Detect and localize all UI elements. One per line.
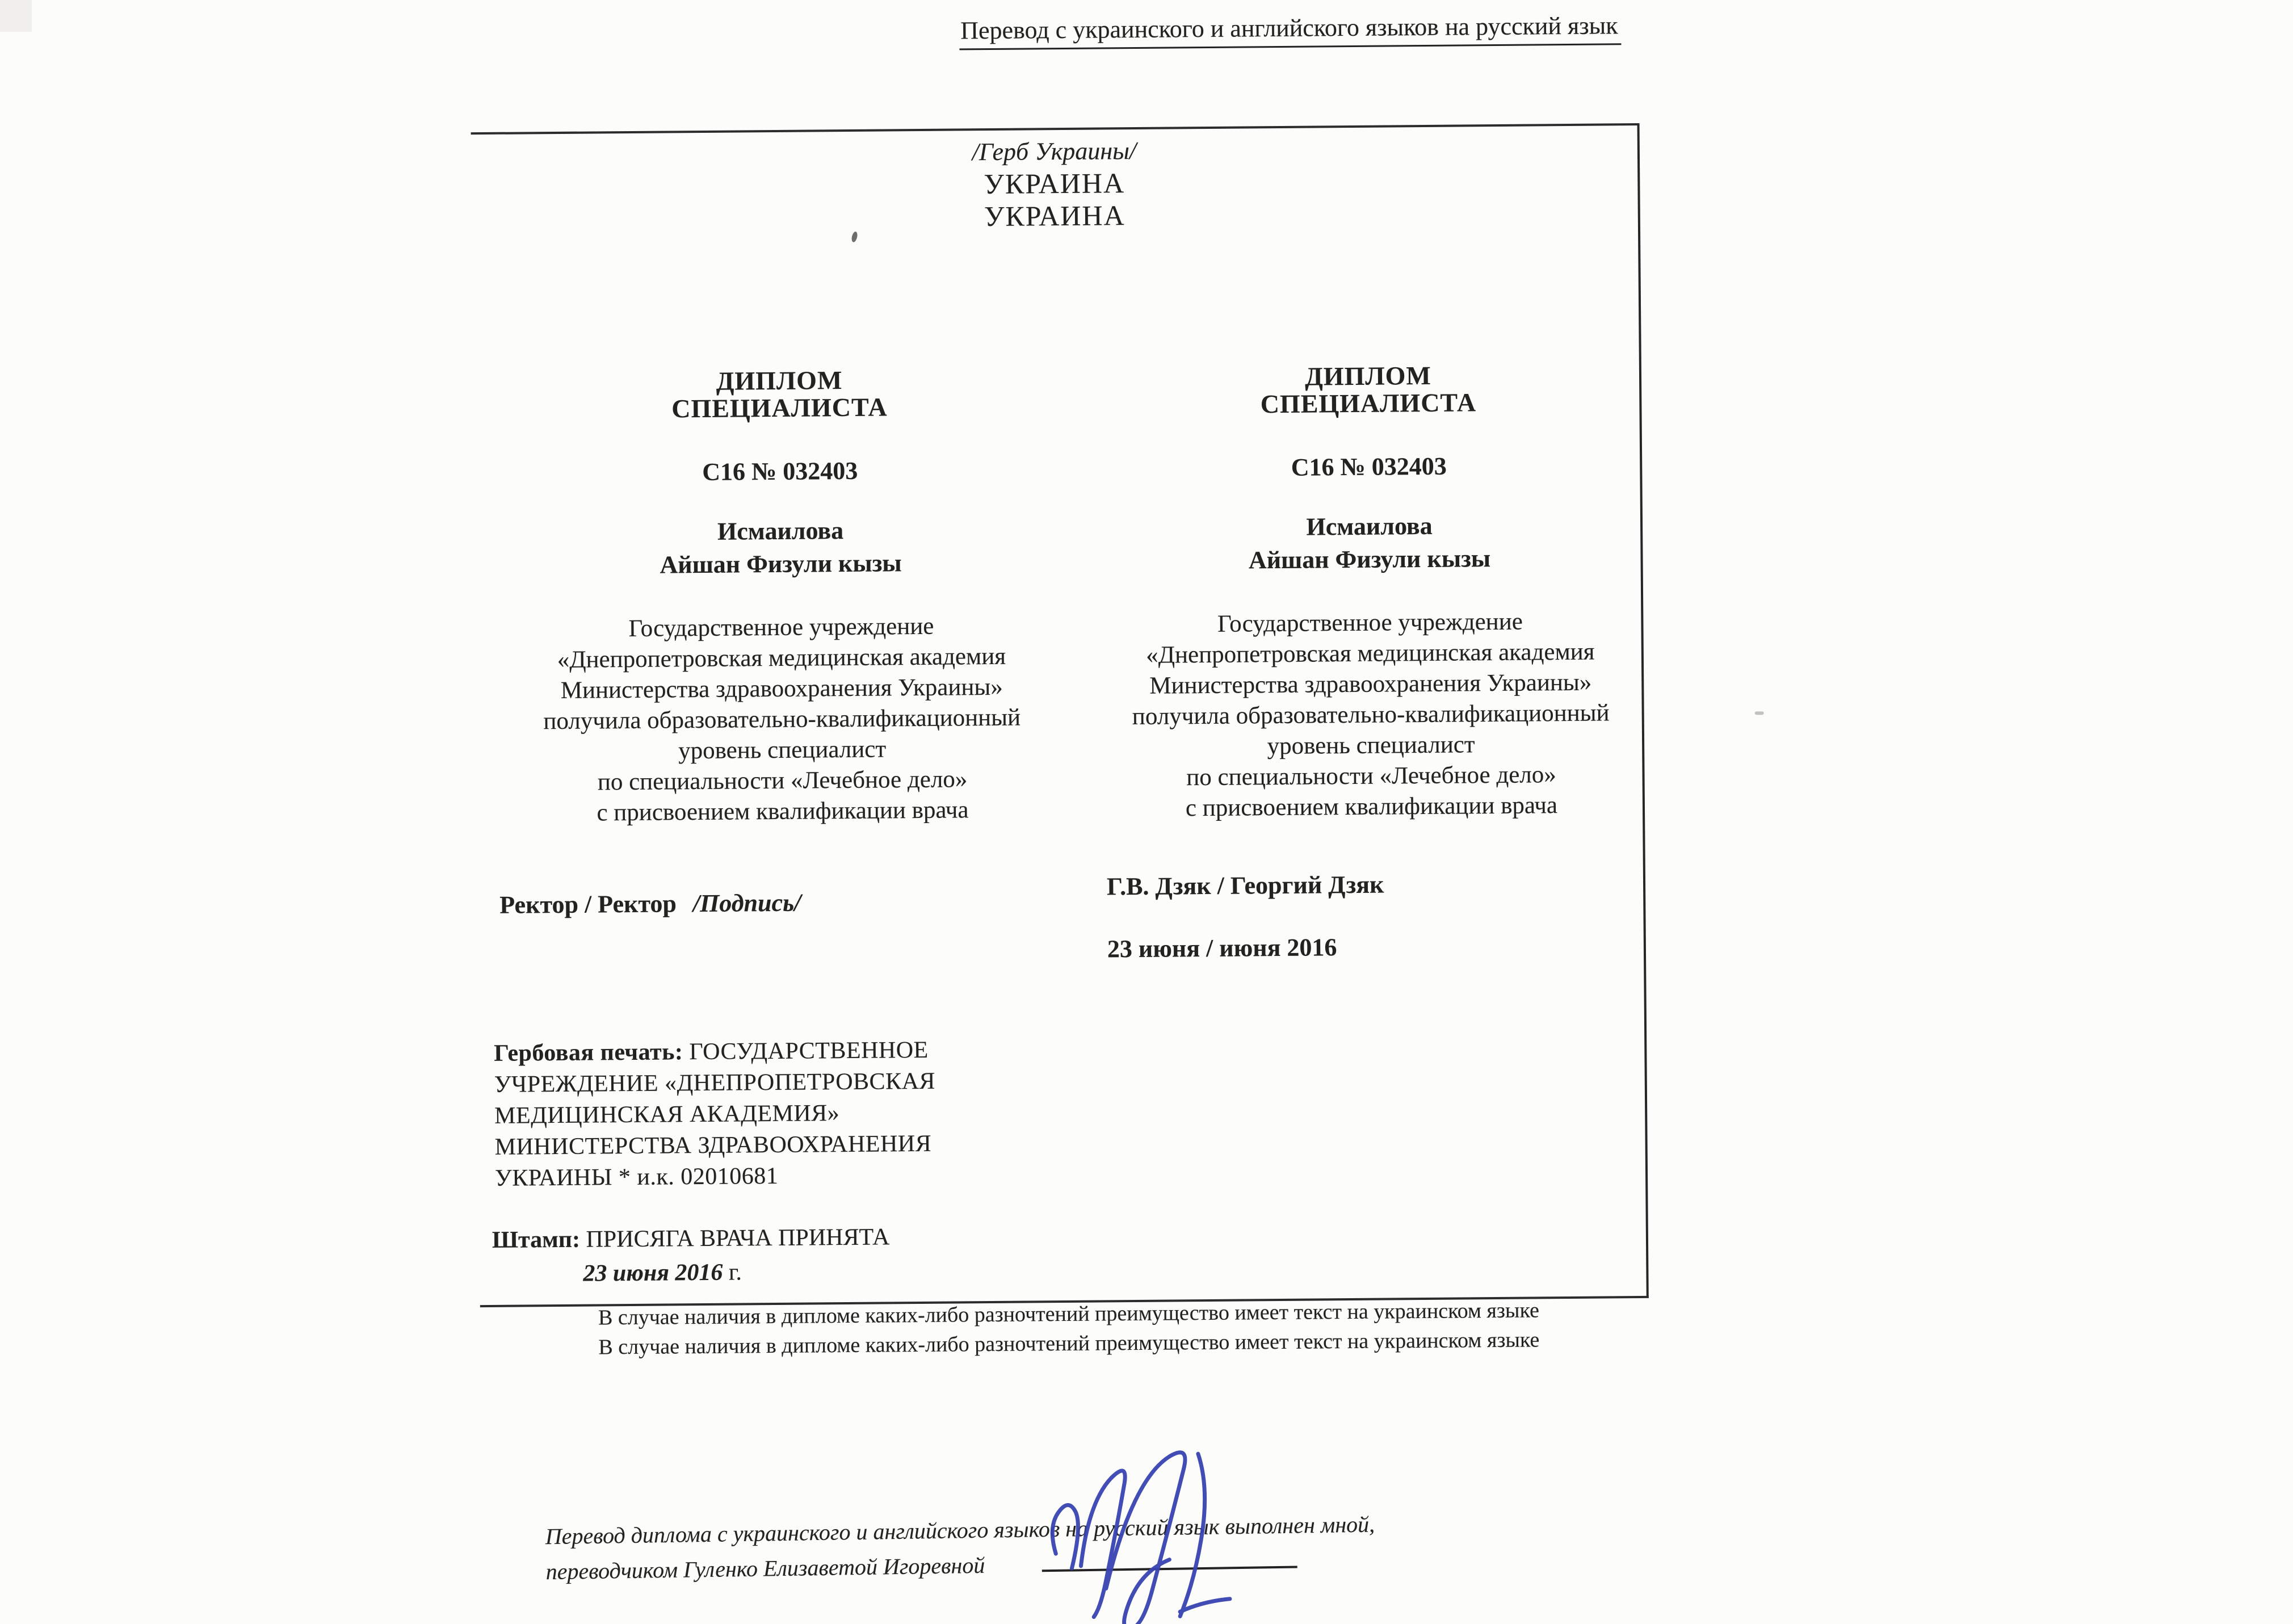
body-line: Государственное учреждение xyxy=(1217,608,1523,637)
diploma-title-line: ДИПЛОМ xyxy=(1304,360,1432,391)
emblem-note: /Герб Украины/ xyxy=(972,136,1137,166)
graduate-name xyxy=(1104,508,1635,578)
body-line: с присвоением квалификации врача xyxy=(1185,792,1558,822)
rector-label: Ректор / Ректор xyxy=(499,889,677,919)
body-line: получила образовательно-квалификационный xyxy=(1132,699,1610,731)
stamp-date-line xyxy=(492,1252,1105,1291)
stamp-label: Штамп: xyxy=(492,1226,581,1253)
diploma-title xyxy=(1103,360,1634,419)
diploma-title-line: СПЕЦИАЛИСТА xyxy=(671,392,888,423)
diploma-body-text xyxy=(497,610,1066,829)
diploma-title-line: СПЕЦИАЛИСТА xyxy=(1260,388,1477,419)
discrepancy-note-line: В случае наличия в дипломе каких-либо разночтений преимущество имеет текст на украинском языке xyxy=(598,1298,1540,1330)
body-line: с присвоением квалификации врача xyxy=(597,796,969,826)
diploma-series-number: С16 № 032403 xyxy=(1291,452,1447,481)
body-line: уровень специалист xyxy=(678,736,887,765)
translation-header: Перевод с украинского и английского языков на русский язык xyxy=(959,11,1622,50)
signature-placeholder: /Подпись/ xyxy=(692,888,801,918)
discrepancy-note-line: В случае наличия в дипломе каких-либо разночтений преимущество имеет текст на украинском языке xyxy=(598,1328,1540,1359)
seal-line xyxy=(494,1033,1107,1069)
body-line: «Днепропетровская медицинская академия xyxy=(557,643,1006,673)
stamp-line xyxy=(492,1218,1105,1257)
diploma-series-number: С16 № 032403 xyxy=(702,456,858,486)
translator-name: переводчиком Гуленко Елизаветой Игоревной xyxy=(545,1552,985,1585)
diploma-translation-box xyxy=(471,123,1649,1307)
graduate-surname: Исмаилова xyxy=(1306,511,1433,541)
graduate-surname: Исмаилова xyxy=(717,517,844,545)
graduate-given-name: Айшан Физули кызы xyxy=(660,549,902,579)
translator-note-line: Перевод диплома с украинского и английского языков на русский язык выполнен мной, xyxy=(545,1511,1375,1550)
seal-line: МЕДИЦИНСКАЯ АКАДЕМИЯ» xyxy=(494,1100,840,1129)
stamp-date: 23 июня 2016 xyxy=(583,1259,723,1287)
graduate-name xyxy=(497,513,1065,583)
graduate-given-name: Айшан Физули кызы xyxy=(1248,544,1491,574)
seal-text: ГОСУДАРСТВЕННОЕ xyxy=(689,1036,929,1065)
discrepancy-notes xyxy=(527,1295,1611,1362)
diploma-title-line: ДИПЛОМ xyxy=(716,366,843,396)
scan-speck xyxy=(1755,711,1764,715)
diploma-column-right xyxy=(1101,125,1641,1300)
diploma-body-text xyxy=(1104,606,1637,824)
seal-label: Гербовая печать: xyxy=(494,1039,683,1067)
handwritten-signature-icon xyxy=(1036,1441,1287,1624)
seal-description xyxy=(494,1033,1108,1194)
seal-line: УЧРЕЖДЕНИЕ «ДНЕПРОПЕТРОВСКАЯ xyxy=(494,1068,936,1098)
body-line: получила образовательно-квалификационный xyxy=(543,704,1021,735)
stamp-description xyxy=(492,1218,1106,1291)
country-line: УКРАИНА xyxy=(984,167,1125,200)
issue-date: 23 июня / июня 2016 xyxy=(1107,933,1337,963)
body-line: по специальности «Лечебное дело» xyxy=(1186,761,1556,791)
seal-line: МИНИСТЕРСТВА ЗДРАВООХРАНЕНИЯ xyxy=(494,1130,932,1160)
body-line: Министерства здравоохранения Украины» xyxy=(1149,669,1592,699)
seal-line: УКРАИНЫ * и.к. 02010681 xyxy=(494,1163,779,1191)
body-line: Министерства здравоохранения Украины» xyxy=(560,673,1003,704)
country-line: УКРАИНА xyxy=(984,199,1125,233)
body-line: «Днепропетровская медицинская академия xyxy=(1146,638,1595,669)
body-line: по специальности «Лечебное дело» xyxy=(597,766,968,796)
body-line: уровень специалист xyxy=(1267,731,1475,760)
stamp-text: ПРИСЯГА ВРАЧА ПРИНЯТА xyxy=(586,1224,890,1253)
rector-name: Г.В. Дзяк / Георгий Дзяк xyxy=(1106,870,1384,901)
rector-signature-line xyxy=(499,886,1067,920)
body-line: Государственное учреждение xyxy=(628,612,934,643)
diploma-title xyxy=(495,365,1064,424)
stamp-date-suffix: г. xyxy=(728,1259,742,1286)
